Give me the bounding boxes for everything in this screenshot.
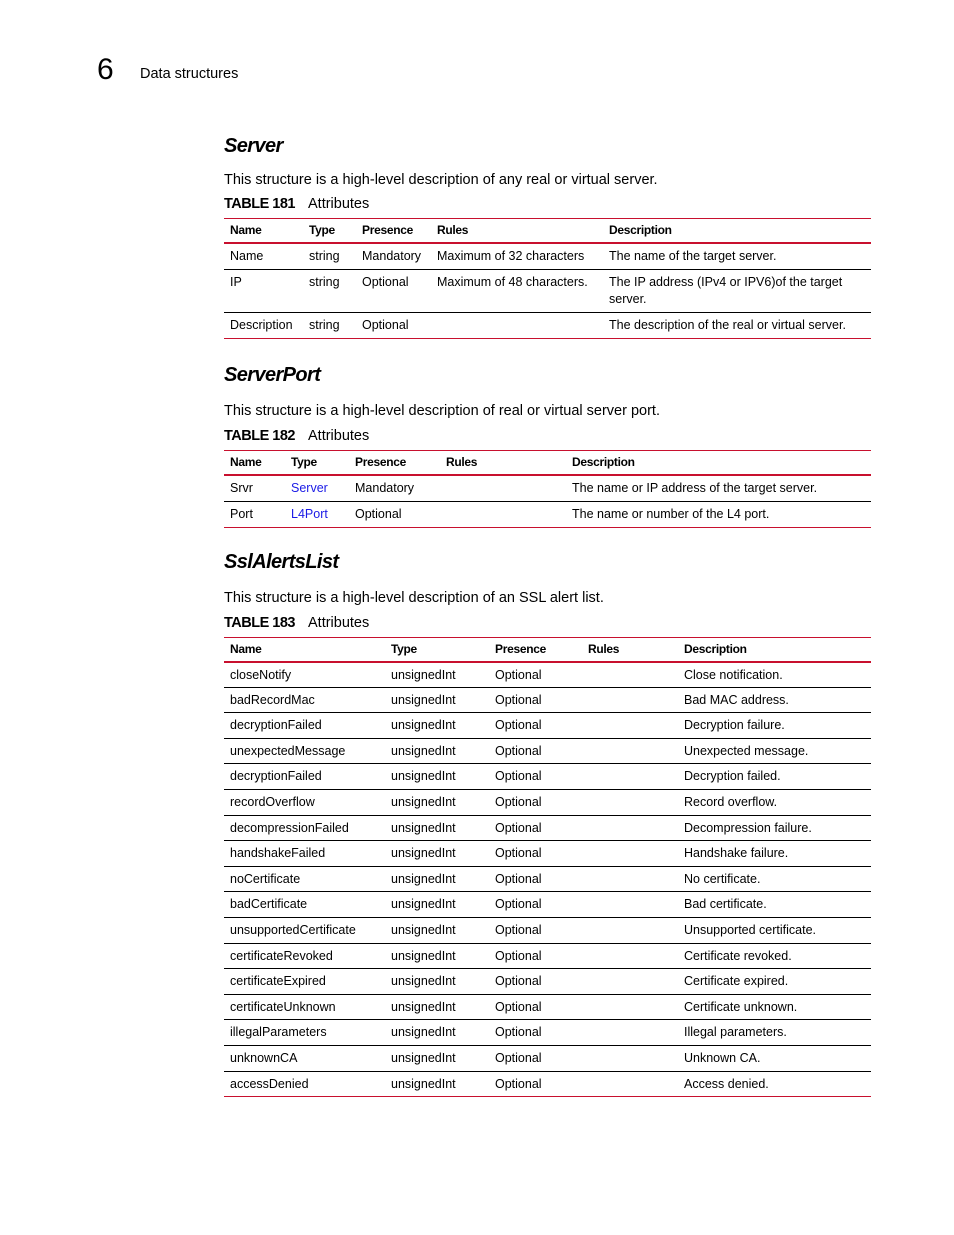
cell-rules: [582, 764, 678, 790]
cell-name: Port: [230, 506, 253, 521]
cell-rules: Maximum of 48 characters.: [437, 274, 588, 289]
cell-name: decryptionFailed: [230, 718, 322, 733]
cell-presence: Optional: [495, 769, 542, 784]
cell-rules: [582, 815, 678, 841]
cell-presence: Optional: [495, 718, 542, 733]
cell-type: unsignedInt: [391, 667, 456, 682]
cell-description: Record overflow.: [684, 794, 778, 809]
cell-description: Unsupported certificate.: [684, 922, 817, 937]
section-title-sslalertslist: SslAlertsList: [224, 551, 339, 573]
cell-rules: [582, 917, 678, 943]
cell-presence: Optional: [495, 794, 542, 809]
table-182-title: Attributes: [308, 428, 370, 444]
cell-type: unsignedInt: [391, 743, 456, 758]
cell-description: Access denied.: [684, 1076, 769, 1091]
cell-description: Handshake failure.: [684, 846, 789, 861]
cell-rules: [582, 662, 678, 688]
cell-rules: [582, 1071, 678, 1097]
cell-description: No certificate.: [684, 871, 761, 886]
cell-rules: [431, 312, 603, 338]
cell-description: The description of the real or virtual server.: [609, 317, 846, 332]
cell-name: IP: [230, 274, 242, 289]
cell-description: Decryption failure.: [684, 718, 785, 733]
table-row: [224, 815, 871, 841]
cell-description: Decompression failure.: [684, 820, 812, 835]
col-header-description: Description: [572, 455, 635, 469]
cell-rules: [582, 943, 678, 969]
table-183-body: [224, 662, 871, 1097]
cell-type: unsignedInt: [391, 999, 456, 1014]
cell-name: Description: [230, 317, 293, 332]
col-header-description: Description: [684, 642, 747, 656]
table-header-row: [224, 219, 871, 243]
section-title-server: Server: [224, 135, 283, 157]
col-header-description: Description: [609, 223, 672, 237]
cell-presence: Optional: [495, 846, 542, 861]
cell-name: Srvr: [230, 480, 253, 495]
cell-rules: [582, 969, 678, 995]
table-181-title: Attributes: [308, 196, 370, 212]
cell-name: unknownCA: [230, 1050, 298, 1065]
col-header-type: Type: [309, 223, 335, 237]
cell-presence: Optional: [495, 692, 542, 707]
cell-rules: [582, 789, 678, 815]
cell-type: string: [309, 248, 340, 263]
cell-description: Close notification.: [684, 667, 783, 682]
cell-name: illegalParameters: [230, 1025, 327, 1040]
table-181-caption: [224, 194, 871, 214]
cell-description: Illegal parameters.: [684, 1025, 787, 1040]
table-row: [224, 994, 871, 1020]
cell-type: unsignedInt: [391, 820, 456, 835]
cell-presence: Optional: [495, 820, 542, 835]
cell-name: unexpectedMessage: [230, 743, 346, 758]
cell-description: The name of the target server.: [609, 248, 777, 263]
table-182: [224, 450, 871, 528]
table-181-label: TABLE 181: [224, 196, 295, 212]
cell-type: unsignedInt: [391, 948, 456, 963]
table-row: [224, 475, 871, 502]
cell-presence: Optional: [495, 948, 542, 963]
cell-rules: [582, 866, 678, 892]
cell-rules: Maximum of 32 characters: [437, 248, 585, 263]
cell-presence: Mandatory: [362, 248, 422, 263]
cell-rules: [582, 1045, 678, 1071]
col-header-rules: Rules: [588, 642, 620, 656]
cell-presence: Optional: [495, 1076, 542, 1091]
table-row: [224, 1045, 871, 1071]
col-header-presence: Presence: [362, 223, 413, 237]
cell-type: string: [309, 274, 340, 289]
cell-name: unsupportedCertificate: [230, 922, 356, 937]
col-header-presence: Presence: [495, 642, 546, 656]
cell-presence: Optional: [495, 1050, 542, 1065]
cell-type: unsignedInt: [391, 871, 456, 886]
serverport-intro: This structure is a high-level description of real or virtual server port.: [224, 403, 660, 419]
cell-name: certificateExpired: [230, 974, 326, 989]
table-row: [224, 866, 871, 892]
cell-presence: Optional: [362, 317, 409, 332]
cell-type: unsignedInt: [391, 718, 456, 733]
cell-presence: Optional: [495, 922, 542, 937]
table-row: [224, 312, 871, 338]
cell-description: The name or number of the L4 port.: [572, 506, 770, 521]
cell-rules: [582, 687, 678, 713]
cell-name: certificateUnknown: [230, 999, 336, 1014]
cell-description: Certificate unknown.: [684, 999, 798, 1014]
table-row: [224, 269, 871, 312]
cell-rules: [582, 738, 678, 764]
table-row: [224, 738, 871, 764]
cell-presence: Mandatory: [355, 480, 415, 495]
cell-type: unsignedInt: [391, 794, 456, 809]
table-row: [224, 243, 871, 270]
table-header-row: [224, 451, 871, 475]
cell-presence: Optional: [495, 743, 542, 758]
table-row: [224, 764, 871, 790]
table-row: [224, 892, 871, 918]
cell-name: badRecordMac: [230, 692, 315, 707]
cell-name: noCertificate: [230, 871, 301, 886]
table-row: [224, 969, 871, 995]
cell-type: unsignedInt: [391, 922, 456, 937]
table-row: [224, 1071, 871, 1097]
table-183-caption: [224, 613, 871, 633]
table-181: [224, 218, 871, 339]
cell-type: unsignedInt: [391, 769, 456, 784]
cell-description: Unknown CA.: [684, 1050, 761, 1065]
cell-name: decompressionFailed: [230, 820, 349, 835]
cell-presence: Optional: [495, 974, 542, 989]
table-header-row: [224, 638, 871, 662]
cell-name: recordOverflow: [230, 794, 315, 809]
col-header-type: Type: [391, 642, 417, 656]
cell-name: closeNotify: [230, 667, 292, 682]
cell-description: Decryption failed.: [684, 769, 781, 784]
table-row: [224, 687, 871, 713]
table-182-label: TABLE 182: [224, 428, 295, 444]
col-header-presence: Presence: [355, 455, 406, 469]
server-type-link[interactable]: Server: [291, 480, 328, 495]
cell-name: badCertificate: [230, 897, 308, 912]
table-row: [224, 1020, 871, 1046]
cell-rules: [440, 501, 566, 527]
section-title-serverport: ServerPort: [224, 364, 321, 386]
table-row: [224, 943, 871, 969]
col-header-name: Name: [230, 642, 262, 656]
cell-type: unsignedInt: [391, 1050, 456, 1065]
cell-presence: Optional: [495, 1025, 542, 1040]
cell-description: Bad MAC address.: [684, 692, 789, 707]
cell-description: Certificate expired.: [684, 974, 789, 989]
cell-name: decryptionFailed: [230, 769, 322, 784]
server-section: [224, 134, 871, 339]
table-row: [224, 501, 871, 527]
cell-name: handshakeFailed: [230, 846, 326, 861]
table-row: [224, 789, 871, 815]
col-header-rules: Rules: [446, 455, 478, 469]
table-row: [224, 713, 871, 739]
cell-name: certificateRevoked: [230, 948, 333, 963]
sslalertslist-intro: This structure is a high-level description of an SSL alert list.: [224, 590, 604, 606]
l4port-type-link[interactable]: L4Port: [291, 506, 328, 521]
cell-rules: [582, 994, 678, 1020]
serverport-section: [224, 363, 871, 528]
cell-description: The name or IP address of the target server.: [572, 480, 818, 495]
cell-rules: [582, 713, 678, 739]
chapter-title: Data structures: [140, 66, 239, 82]
cell-presence: Optional: [495, 667, 542, 682]
cell-type: unsignedInt: [391, 897, 456, 912]
col-header-rules: Rules: [437, 223, 469, 237]
cell-type: string: [309, 317, 340, 332]
cell-type: unsignedInt: [391, 692, 456, 707]
cell-name: accessDenied: [230, 1076, 309, 1091]
cell-rules: [440, 475, 566, 502]
cell-description: Certificate revoked.: [684, 948, 792, 963]
cell-presence: Optional: [495, 897, 542, 912]
cell-presence: Optional: [355, 506, 402, 521]
chapter-number: 6: [97, 53, 114, 86]
cell-type: unsignedInt: [391, 1025, 456, 1040]
server-intro: This structure is a high-level description of any real or virtual server.: [224, 172, 658, 188]
table-row: [224, 841, 871, 867]
cell-description: Bad certificate.: [684, 897, 767, 912]
table-row: [224, 662, 871, 688]
col-header-name: Name: [230, 455, 262, 469]
cell-type: unsignedInt: [391, 846, 456, 861]
table-183-title: Attributes: [308, 615, 370, 631]
table-row: [224, 917, 871, 943]
table-182-caption: [224, 426, 871, 446]
cell-rules: [582, 1020, 678, 1046]
cell-name: Name: [230, 248, 264, 263]
col-header-name: Name: [230, 223, 262, 237]
col-header-type: Type: [291, 455, 317, 469]
cell-presence: Optional: [495, 871, 542, 886]
cell-type: unsignedInt: [391, 974, 456, 989]
cell-description: Unexpected message.: [684, 743, 809, 758]
table-183: [224, 637, 871, 1097]
cell-rules: [582, 841, 678, 867]
cell-type: unsignedInt: [391, 1076, 456, 1091]
table-183-label: TABLE 183: [224, 615, 295, 631]
cell-presence: Optional: [362, 274, 409, 289]
cell-rules: [582, 892, 678, 918]
sslalertslist-section: [224, 550, 871, 1097]
cell-description: The IP address (IPv4 or IPV6)of the target server.: [609, 274, 843, 306]
cell-presence: Optional: [495, 999, 542, 1014]
